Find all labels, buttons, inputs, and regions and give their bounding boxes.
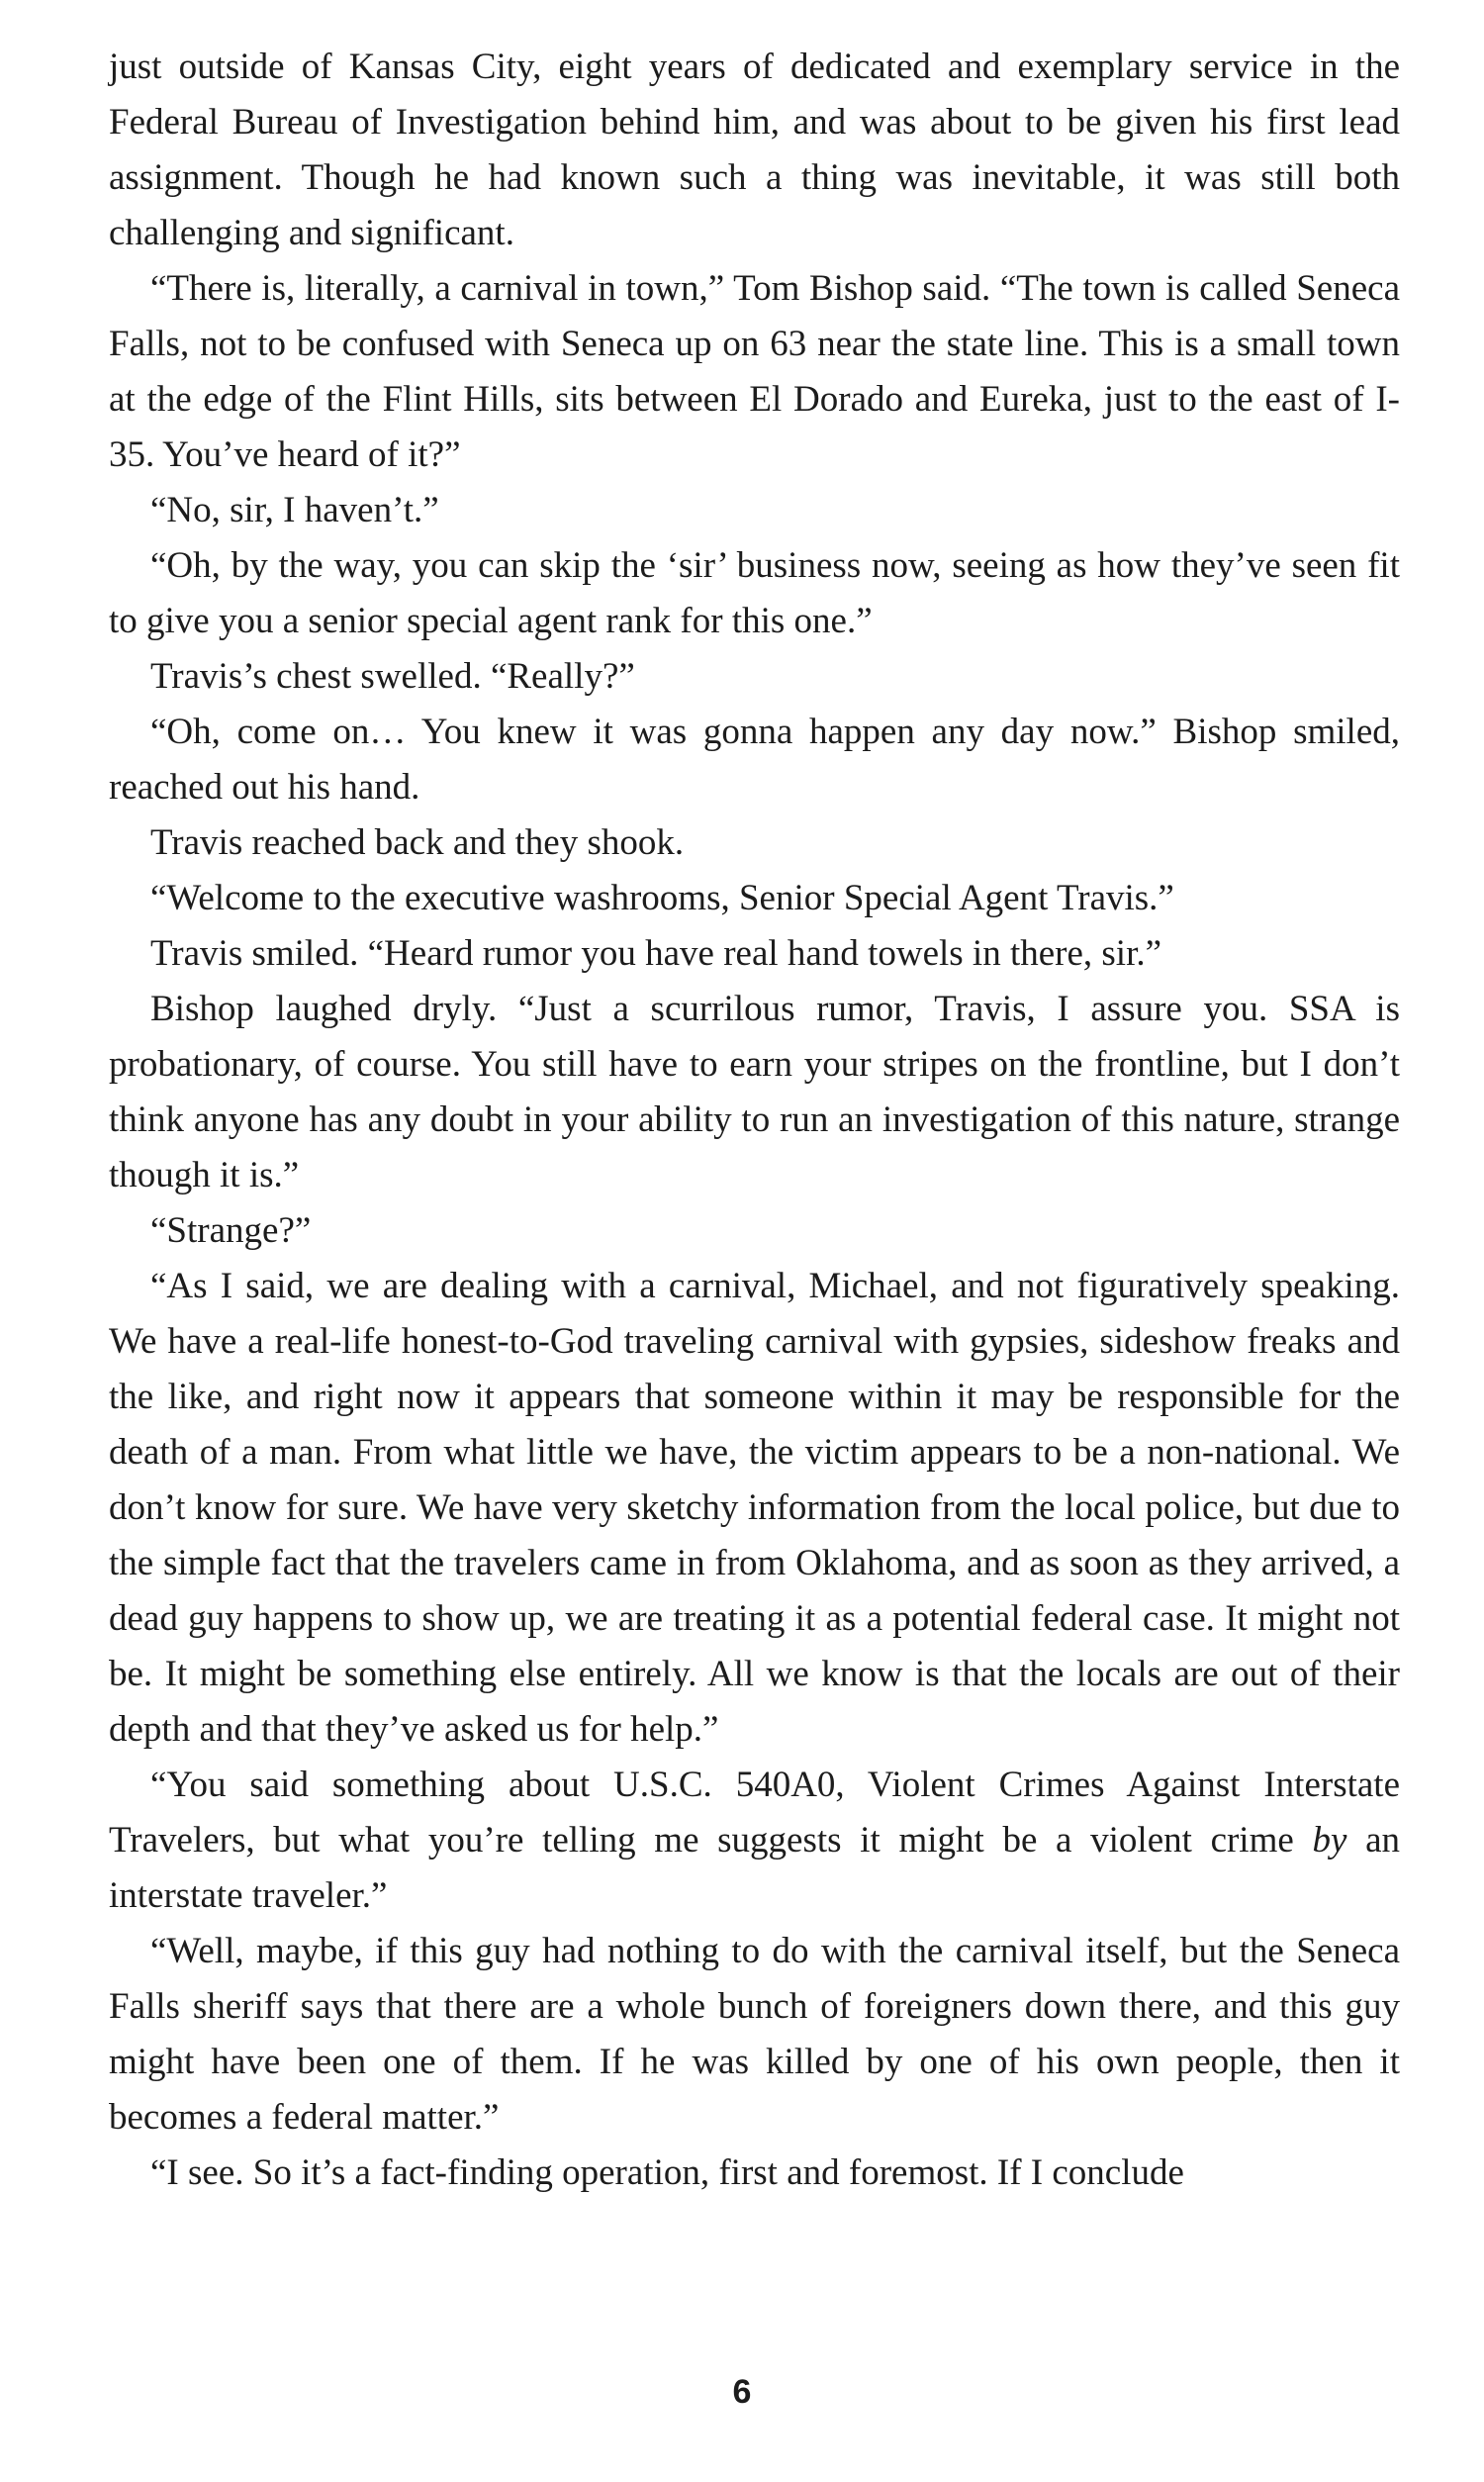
paragraph: “Welcome to the executive washrooms, Senior Special Agent Travis.”	[150, 878, 1174, 918]
paragraph: “Well, maybe, if this guy had nothing to do with the carnival itself, but the Seneca Falls sheriff says that there are a whole bunch of foreigners down there, and this guy might have been one of them. If he was killed by one of his own people, then it becomes a federal matter.”	[109, 1931, 1400, 2138]
paragraph-text: “You said something about U.S.C. 540A0, Violent Crimes Against Interstate Travelers, but what you’re telling me suggests it might be a violent crime	[109, 1765, 1400, 1861]
paragraph: “Oh, by the way, you can skip the ‘sir’ business now, seeing as how they’ve seen fit to give you a senior special agent rank for this one.”	[109, 545, 1400, 641]
paragraph: “There is, literally, a carnival in town,” Tom Bishop said. “The town is called Seneca Falls, not to be confused with Seneca up on 63 near the state line. This is a small town at the edge of the Flint Hills, sits between El Dorado and Eureka, just to the east of I-35. You’ve heard of it?”	[109, 268, 1400, 475]
page-number: 6	[732, 2373, 752, 2411]
paragraph: “Oh, come on… You knew it was gonna happen any day now.” Bishop smiled, reached out his hand.	[109, 712, 1400, 808]
paragraph: just outside of Kansas City, eight years of dedicated and exemplary service in the Federal Bureau of Investigation behind him, and was about to be given his first lead assignment. Though he had known such a thing was inevitable, it was still both challenging and significant.	[109, 47, 1400, 253]
paragraph: “Strange?”	[150, 1210, 312, 1251]
italic-word: by	[1312, 1820, 1347, 1861]
paragraph-text: an interstate traveler.”	[109, 1820, 1400, 1916]
paragraph: Bishop laughed dryly. “Just a scurrilous rumor, Travis, I assure you. SSA is probationary, of course. You still have to earn your stripes on the frontline, but I don’t think anyone has any doubt in your ability to run an investigation of this nature, strange though it is.”	[109, 989, 1400, 1195]
paragraph-with-italic	[109, 1758, 1400, 1924]
body-text	[109, 40, 1400, 2201]
paragraph: Travis smiled. “Heard rumor you have real hand towels in there, sir.”	[150, 933, 1162, 974]
paragraph: “As I said, we are dealing with a carnival, Michael, and not figuratively speaking. We have a real-life honest-to-God traveling carnival with gypsies, sideshow freaks and the like, and right now it appears that someone within it may be responsible for the death of a man. From what little we have, the victim appears to be a non-national. We don’t know for sure. We have very sketchy information from the local police, but due to the simple fact that the travelers came in from Oklahoma, and as soon as they arrived, a dead guy happens to show up, we are treating it as a potential federal case. It might not be. It might be something else entirely. All we know is that the locals are out of their depth and that they’ve asked us for help.”	[109, 1266, 1400, 1750]
paragraph: “No, sir, I haven’t.”	[150, 490, 439, 530]
paragraph: Travis reached back and they shook.	[150, 822, 685, 863]
paragraph: Travis’s chest swelled. “Really?”	[150, 656, 635, 697]
paragraph: “I see. So it’s a fact-finding operation, first and foremost. If I conclude	[150, 2152, 1184, 2193]
